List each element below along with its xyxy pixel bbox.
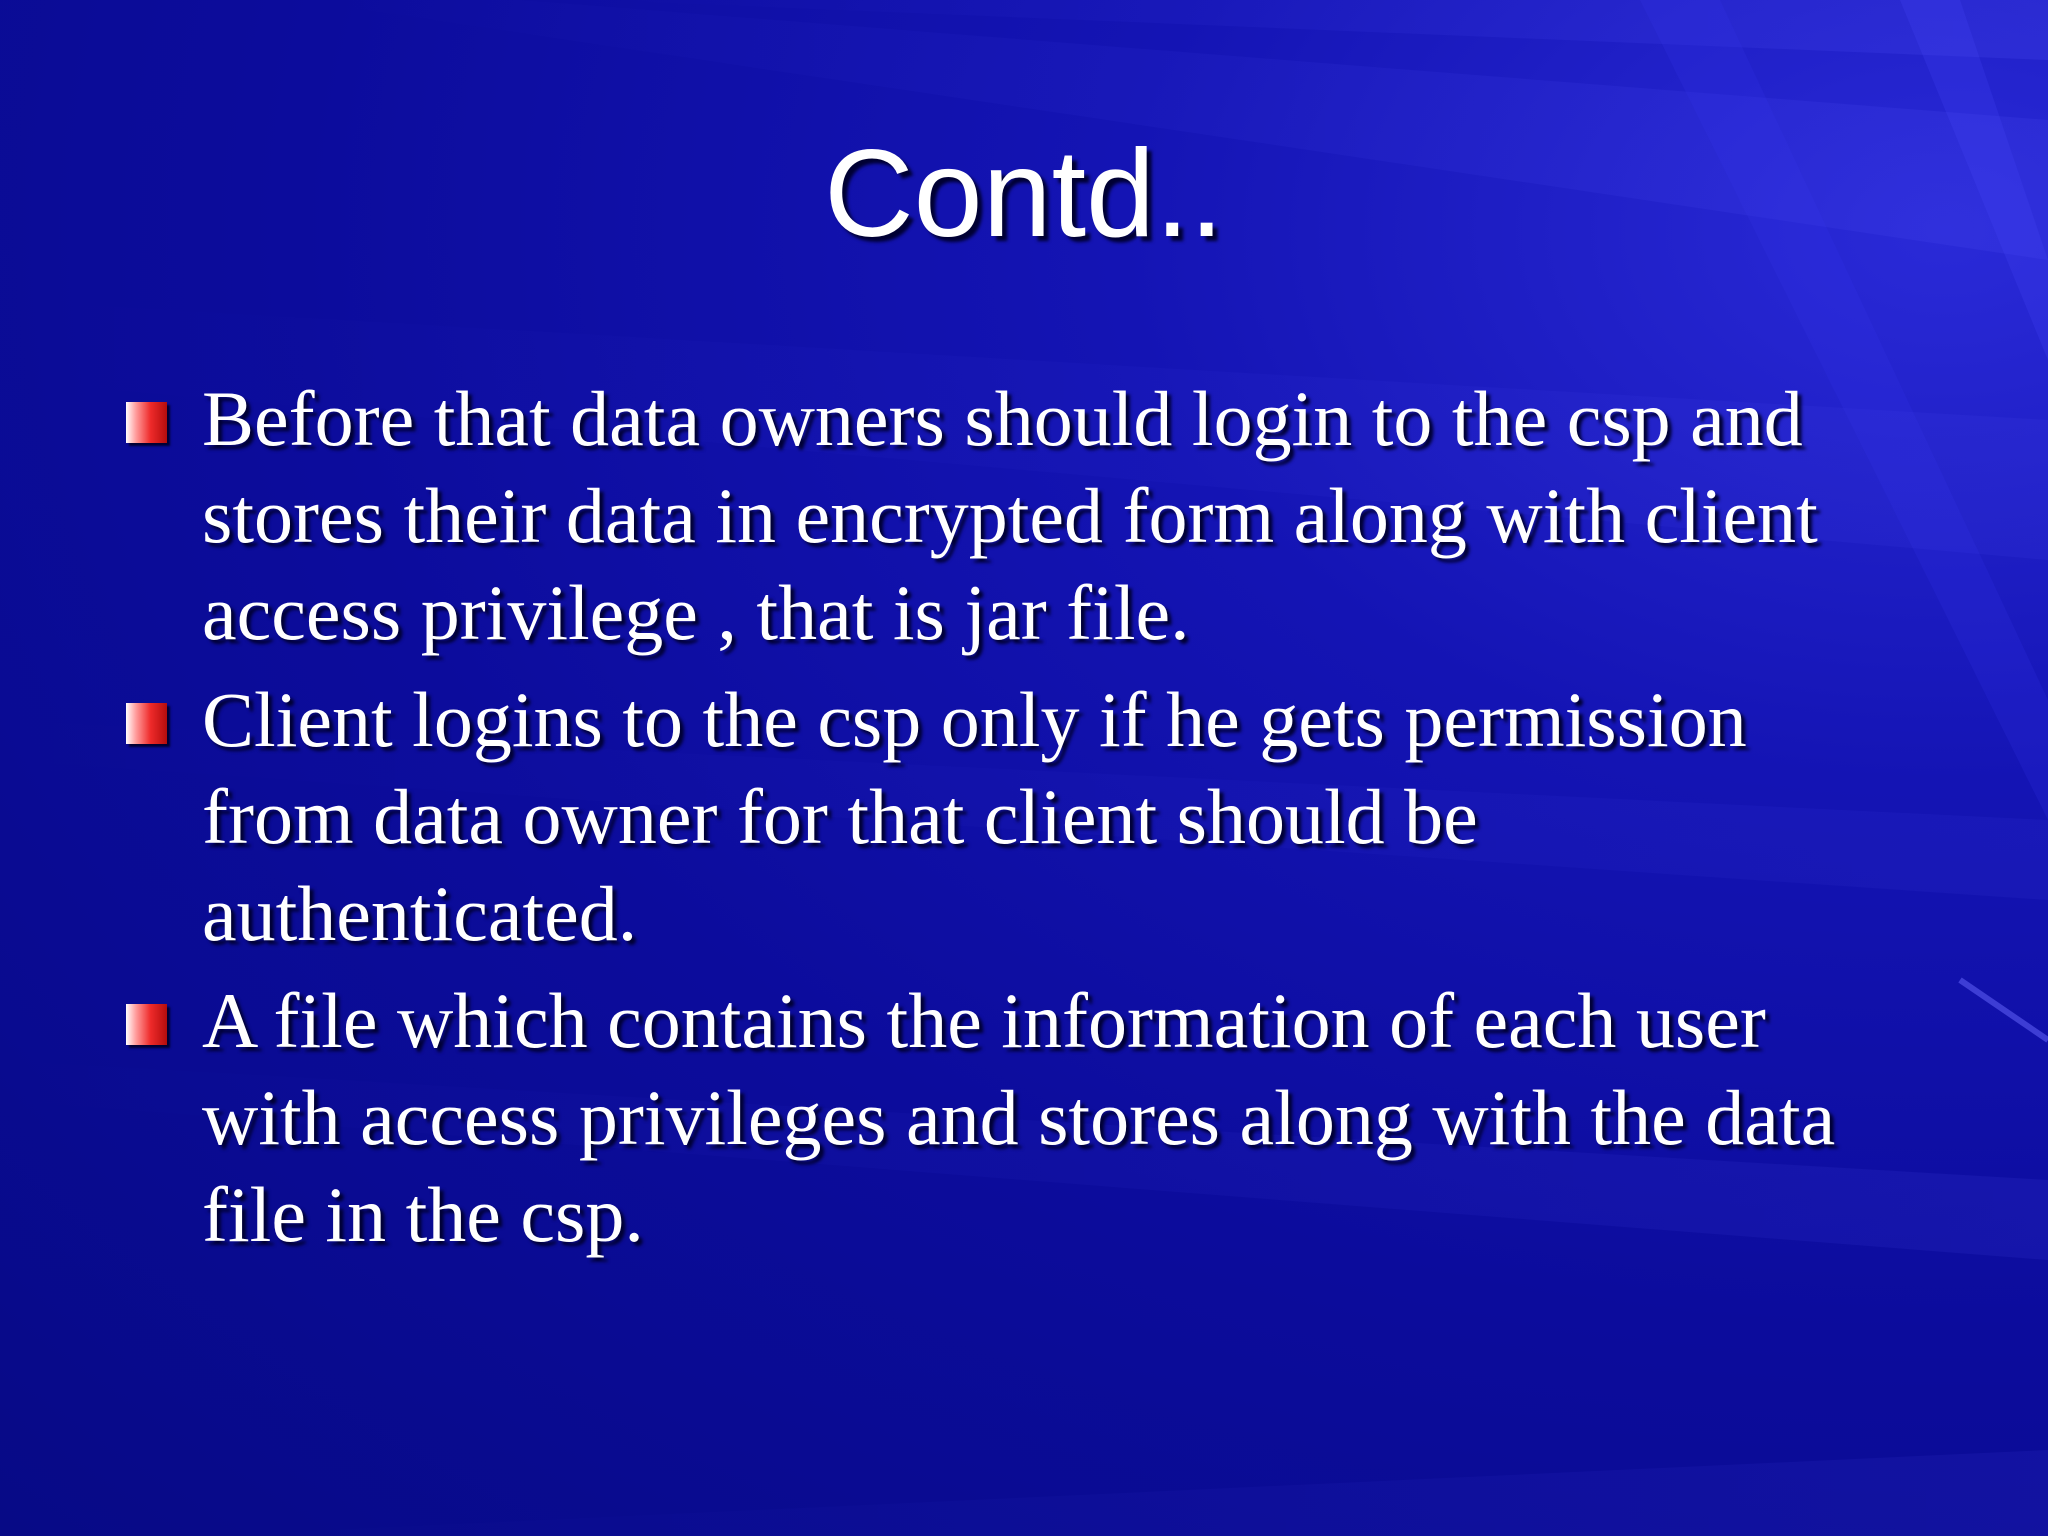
- slide-title: Contd..: [824, 125, 1224, 263]
- bullet-item: [126, 370, 1916, 661]
- bullet-text: Client logins to the csp only if he gets permission from data owner for that client should be authenticated.: [202, 676, 1747, 957]
- square-bullet-icon: [126, 1004, 167, 1045]
- bullet-list: [126, 370, 1916, 1273]
- bullet-text: Before that data owners should login to the csp and stores their data in encrypted form along with client access privilege , that is jar file.: [202, 375, 1818, 656]
- bullet-text: A file which contains the information of each user with access privileges and stores along with the data file in the csp.: [202, 977, 1836, 1258]
- bullet-item: [126, 671, 1916, 962]
- square-bullet-icon: [126, 402, 167, 443]
- bullet-item: [126, 972, 1916, 1263]
- square-bullet-icon: [126, 703, 167, 744]
